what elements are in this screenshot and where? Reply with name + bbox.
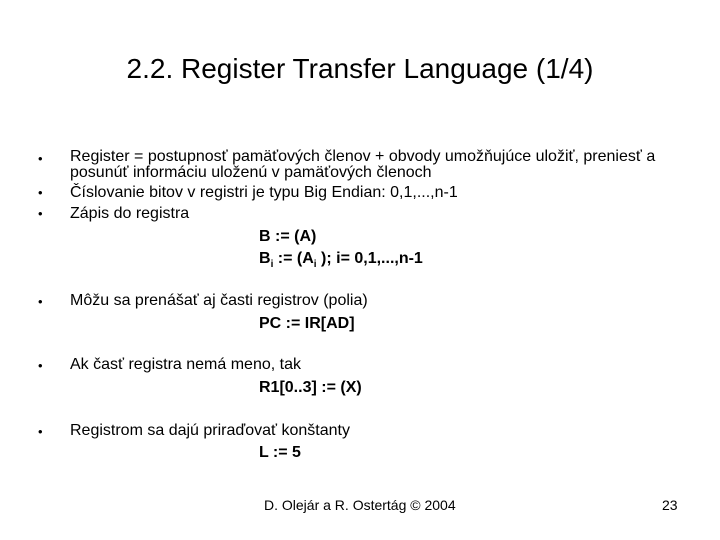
formula-subscript: i	[313, 259, 317, 271]
bullet-marker: •	[38, 185, 43, 200]
formula-bitwise-copy	[259, 250, 423, 271]
formula-bit-range: R1[0..3] := (X)	[259, 379, 362, 396]
bullet-marker: •	[38, 424, 43, 439]
formula-b: B	[259, 250, 271, 267]
formula-constant: L := 5	[259, 444, 301, 461]
bullet-text-register-write: Zápis do registra	[70, 205, 190, 222]
bullet-marker: •	[38, 151, 43, 166]
bullet-marker: •	[38, 294, 43, 309]
bullet-text-register-fields: Môžu sa prenášať aj časti registrov (polia)	[70, 292, 368, 309]
formula-range: ); i= 0,1,...,n-1	[316, 250, 423, 267]
formula-field-transfer: PC := IR[AD]	[259, 315, 355, 332]
slide-title: 2.2. Register Transfer Language (1/4)	[126, 53, 594, 84]
page-number: 23	[662, 497, 678, 513]
bullet-text-bit-numbering: Číslovanie bitov v registri je typu Big Endian: 0,1,...,n-1	[70, 184, 458, 201]
formula-assign-a: := (A	[273, 250, 314, 267]
bullet-marker: •	[38, 206, 43, 221]
bullet-text-constants: Registrom sa dajú priraďovať konštanty	[70, 422, 350, 439]
bullet-text-unnamed-part: Ak časť registra nemá meno, tak	[70, 356, 301, 373]
formula-register-copy: B := (A)	[259, 228, 317, 245]
bullet-text-register-definition: Register = postupnosť pamäťových členov + obvody umožňujúce uložiť, preniesť a posunúť informáciu uloženú v pamäťových členoch	[70, 148, 656, 181]
formula-subscript: i	[270, 259, 274, 271]
footer-authors: D. Olejár a R. Ostertág © 2004	[264, 497, 456, 513]
bullet-marker: •	[38, 358, 43, 373]
